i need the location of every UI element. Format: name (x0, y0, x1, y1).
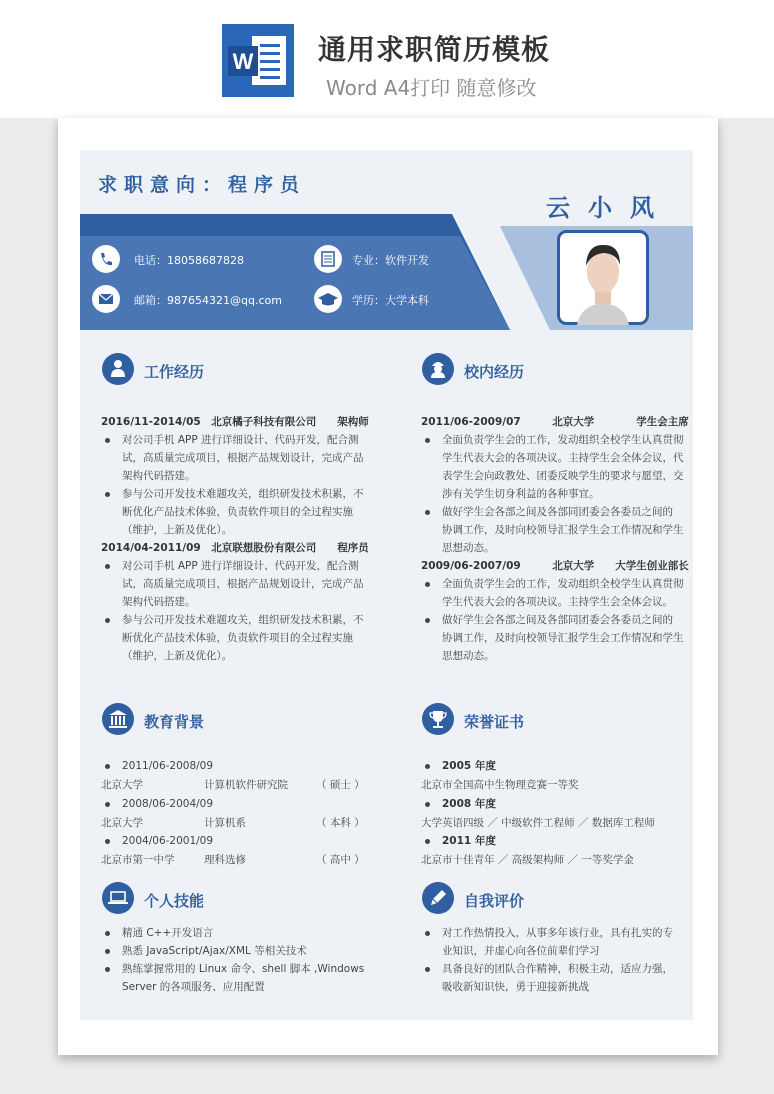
campus-line: 做好学生会各部之间及各部同团委会各委员之间的 (442, 614, 673, 626)
bullet (105, 564, 110, 569)
work-line: （维护，上新及优化）。 (122, 650, 233, 662)
bullet (105, 931, 110, 936)
mail-icon (92, 285, 120, 313)
template-subtitle: Word A4打印 随意修改 (326, 76, 537, 100)
honor-text: 北京市全国高中生物理竞赛一等奖 (421, 779, 579, 791)
bullet (425, 839, 430, 844)
resume-body (80, 150, 693, 1020)
campus-line: 思想动态。 (442, 542, 495, 554)
campus-line: 全面负责学生会的工作，发动组织全校学生认真贯彻 (442, 434, 684, 446)
edu-degree: （ 硕士 ） (316, 779, 365, 791)
work-line: 架构代码搭建。 (122, 470, 196, 482)
edu-school: 北京市第一中学 (101, 854, 175, 866)
self-line: 对工作热情投入，从事多年该行业，具有扎实的专 (442, 927, 673, 939)
honor-year: 2008 年度 (442, 798, 496, 810)
candidate-name: 云小风 (546, 194, 672, 222)
bullet (105, 618, 110, 623)
trophy-icon (422, 703, 454, 735)
edu-title: 教育背景 (144, 713, 205, 731)
work-line: 试，高质量完成项目，根据产品规划设计，完成产品 (122, 452, 364, 464)
work-line: 对公司手机 APP 进行详细设计、代码开发，配合测 (122, 560, 359, 572)
bullet (425, 802, 430, 807)
edu-degree: （ 本科 ） (316, 817, 365, 829)
bullet (105, 949, 110, 954)
campus-line: 思想动态。 (442, 650, 495, 662)
campus-line: 2009/06-2007/09 北京大学 大学生创业部长 (421, 560, 689, 572)
honor-title: 荣誉证书 (464, 713, 525, 731)
phone-icon (92, 245, 120, 273)
bullet (105, 438, 110, 443)
honor-text: 北京市十佳青年 ／ 高级架构师 ／ 一等奖学金 (421, 854, 634, 866)
bullet (105, 967, 110, 972)
campus-line: 2011/06-2009/07 北京大学 学生会主席 (421, 416, 689, 428)
word-icon (222, 24, 294, 97)
work-line: 断优化产品技术体验，负责软件项目的全过程实施 (122, 632, 353, 644)
work-line: 参与公司开发技术难题攻关，组织研发技术积累，不 (122, 614, 364, 626)
edu-major: 计算机系 (204, 817, 246, 829)
work-line: 试，高质量完成项目，根据产品规划设计，完成产品 (122, 578, 364, 590)
page-header (0, 0, 774, 118)
worker-icon (422, 353, 454, 385)
job-intent: 求职意向：程序员 (98, 174, 307, 196)
profile-photo (557, 230, 649, 325)
work-line: 对公司手机 APP 进行详细设计、代码开发，配合测 (122, 434, 359, 446)
bullet (105, 492, 110, 497)
graduation-cap-icon (314, 285, 342, 313)
bullet (425, 510, 430, 515)
campus-title: 校内经历 (464, 363, 525, 381)
document-icon (314, 245, 342, 273)
work-title: 工作经历 (144, 363, 205, 381)
template-title: 通用求职简历模板 (318, 33, 551, 66)
campus-line: 表学生会向政教处、团委反映学生的要求与愿望，交 (442, 470, 684, 482)
self-line: 吸收新知识快，勇于迎接新挑战 (442, 981, 589, 993)
bullet (105, 802, 110, 807)
work-line: 断优化产品技术体验，负责软件项目的全过程实施 (122, 506, 353, 518)
honor-text: 大学英语四级 ／ 中级软件工程师 ／ 数据库工程师 (421, 817, 655, 829)
work-line: 2014/04-2011/09 北京联想股份有限公司 程序员 (101, 542, 369, 554)
bullet (425, 764, 430, 769)
campus-line: 协调工作，及时向校领导汇报学生会工作情况和学生 (442, 524, 684, 536)
contact-email: 邮箱：987654321@qq.com (134, 294, 282, 307)
edu-major: 计算机软件研究院 (204, 779, 288, 791)
laptop-icon (102, 882, 134, 914)
contact-education: 学历：大学本科 (352, 294, 429, 307)
skills-title: 个人技能 (144, 892, 205, 910)
campus-line: 协调工作，及时向校领导汇报学生会工作情况和学生 (442, 632, 684, 644)
bullet (105, 764, 110, 769)
honor-year: 2011 年度 (442, 835, 496, 847)
word-icon-letter: W (232, 49, 254, 74)
self-line: 业知识，并虚心向各位前辈们学习 (442, 945, 600, 957)
self-line: 具备良好的团队合作精神，积极主动，适应力强， (442, 963, 673, 975)
work-line: 2016/11-2014/05 北京橘子科技有限公司 架构师 (101, 416, 369, 428)
contact-phone: 电话：18058687828 (134, 254, 244, 267)
campus-line: 涉有关学生切身利益的各种事宜。 (442, 488, 600, 500)
bullet (105, 839, 110, 844)
contact-major: 专业：软件开发 (352, 254, 429, 267)
campus-line: 做好学生会各部之间及各部同团委会各委员之间的 (442, 506, 673, 518)
bullet (425, 438, 430, 443)
edu-major: 理科选修 (204, 854, 246, 866)
edu-school: 北京大学 (101, 817, 143, 829)
skill-line: 精通 C++开发语言 (122, 927, 214, 939)
edu-date: 2011/06-2008/09 (122, 760, 214, 772)
building-icon (102, 703, 134, 735)
work-line: 参与公司开发技术难题攻关，组织研发技术积累，不 (122, 488, 364, 500)
bullet (425, 618, 430, 623)
honor-year: 2005 年度 (442, 760, 496, 772)
resume-paper (58, 118, 718, 1055)
bullet (425, 967, 430, 972)
person-icon (102, 353, 134, 385)
bullet (425, 582, 430, 587)
work-line: （维护，上新及优化）。 (122, 524, 233, 536)
self-title: 自我评价 (464, 892, 525, 910)
edu-date: 2008/06-2004/09 (122, 798, 214, 810)
campus-line: 学生代表大会的各项决议。主持学生会全体会议。 (442, 596, 673, 608)
skill-line: 熟悉 JavaScript/Ajax/XML 等相关技术 (122, 945, 307, 957)
edu-school: 北京大学 (101, 779, 143, 791)
pen-icon (422, 882, 454, 914)
campus-line: 全面负责学生会的工作，发动组织全校学生认真贯彻 (442, 578, 684, 590)
work-line: 架构代码搭建。 (122, 596, 196, 608)
bullet (425, 931, 430, 936)
skill-line: 熟练掌握常用的 Linux 命令、shell 脚本 ,Windows (122, 963, 365, 975)
campus-line: 学生代表大会的各项决议。主持学生会全体会议，代 (442, 452, 684, 464)
skill-line: Server 的各项服务、应用配置 (122, 981, 265, 993)
edu-degree: （ 高中 ） (316, 854, 365, 866)
edu-date: 2004/06-2001/09 (122, 835, 214, 847)
